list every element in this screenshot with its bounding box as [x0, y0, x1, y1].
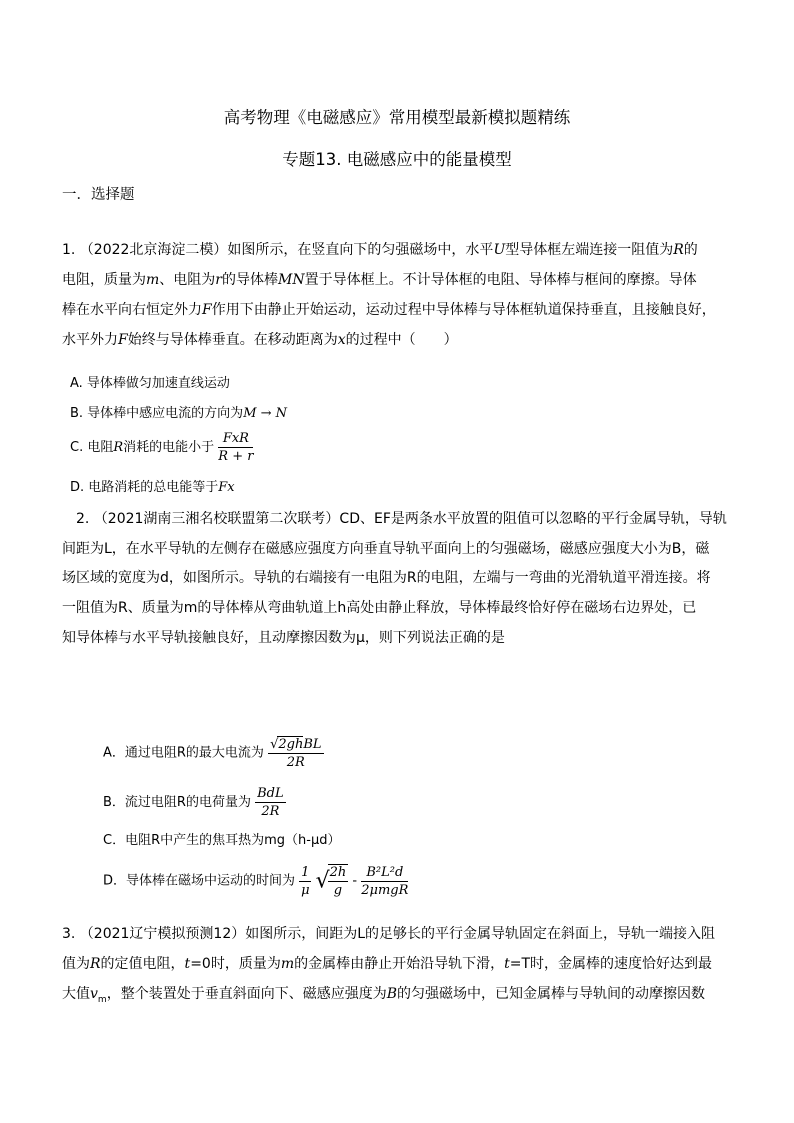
- question-3-line-1: 3. （2021辽宁模拟预测12）如图所示，间距为L的足够长的平行金属导轨固定在斜面上，导轨一端接入阻: [62, 926, 716, 942]
- question-2-line-2: 间距为L，在水平导轨的左侧存在磁感应强度方向垂直导轨平面向上的匀强磁场，磁感应强度大小为B，磁: [62, 541, 710, 557]
- option-d-fraction-1: $\frac{1}{\mu}$: [301, 864, 310, 898]
- option-a-fraction: $\frac{\text{√2ghBL}}{2R}$: [270, 737, 322, 770]
- question-2-line-5: 知导体棒与水平导轨接触良好，且动摩擦因数为μ，则下列说法正确的是: [62, 630, 505, 646]
- option-b-fraction: $\frac{\text{BdL}}{2R}$: [257, 786, 284, 819]
- question-3-line-2: 值为R的定值电阻，t=0时，质量为m的金属棒由静止开始沿导轨下滑，t=T时，金属棒的速度恰好达到最: [62, 956, 713, 972]
- question-1-option-d: D. 电路消耗的总电能等于Fx: [70, 480, 235, 495]
- radical-sign: √: [315, 868, 330, 894]
- question-2-line-4: 一阻值为R、质量为m的导体棒从弯曲轨道上h高处由静止释放，导体棒最终恰好停在磁场右边界处，已: [62, 600, 697, 616]
- question-2-line-3: 场区域的宽度为d，如图所示。导轨的右端接有一电阻为R的电阻，左端与一弯曲的光滑轨道平滑连接。将: [62, 570, 711, 586]
- option-d-fraction-2: $\frac{\text{B²L²d}}{\text{2μmgR}}$: [361, 864, 409, 898]
- question-1-option-b: B. 导体棒中感应电流的方向为M → N: [70, 406, 288, 421]
- question-1-line-1: 1. （2022北京海淀二模）如图所示，在竖直向下的匀强磁场中，水平U型导体框左端连接一阻值为R的: [62, 242, 698, 258]
- question-1-option-c: C. 电阻R消耗的电能小于 $\frac{\text{FxR}}{R + r}$: [70, 431, 254, 464]
- question-1-option-a: A. 导体棒做匀加速直线运动: [70, 376, 230, 391]
- document-subtitle: 专题13. 电磁感应中的能量模型: [282, 150, 512, 169]
- question-2-option-c: C．电阻R中产生的焦耳热为mg（h-μd）: [103, 833, 341, 848]
- question-2-option-b: B．流过电阻R的电荷量为 $\frac{\text{BdL}}{2R}$: [103, 786, 284, 819]
- option-c-fraction: $\frac{\text{FxR}}{R + r}$: [218, 431, 254, 464]
- question-1-line-3: 棒在水平向右恒定外力F作用下由静止开始运动，运动过程中导体棒与导体框轨道保持垂直，且接触良好，: [62, 302, 716, 318]
- question-2-option-d: D．导体棒在磁场中运动的时间为 $\frac{1}{\mu}$ √ $\frac{2h}{g}$ - $\frac{\text{B²L²d}}{\text{2μmgR}}$: [103, 864, 409, 898]
- question-3-line-3: 大值$v_m$，整个装置处于垂直斜面向下、磁感应强度为B的匀强磁场中，已知金属棒与导轨间的动摩擦因数: [62, 986, 705, 1005]
- question-1-line-2: 电阻，质量为m、电阻为r的导体棒MN置于导体框上。不计导体框的电阻、导体棒与框间的摩擦。导体: [62, 272, 697, 288]
- question-1-line-4: 水平外力F始终与导体棒垂直。在移动距离为x的过程中（ ）: [62, 332, 458, 348]
- question-2-line-1: 2. （2021湖南三湘名校联盟第二次联考）CD、EF是两条水平放置的阻值可以忽略的平行金属导轨，导轨: [76, 511, 727, 527]
- question-2-option-a: A．通过电阻R的最大电流为 $\frac{\text{√2ghBL}}{2R}$: [103, 737, 322, 770]
- option-d-radical-fraction: $\frac{2h}{g}$: [329, 865, 347, 898]
- document-title: 高考物理《电磁感应》常用模型最新模拟题精练: [223, 108, 571, 127]
- section-heading: 一．选择题: [62, 187, 135, 203]
